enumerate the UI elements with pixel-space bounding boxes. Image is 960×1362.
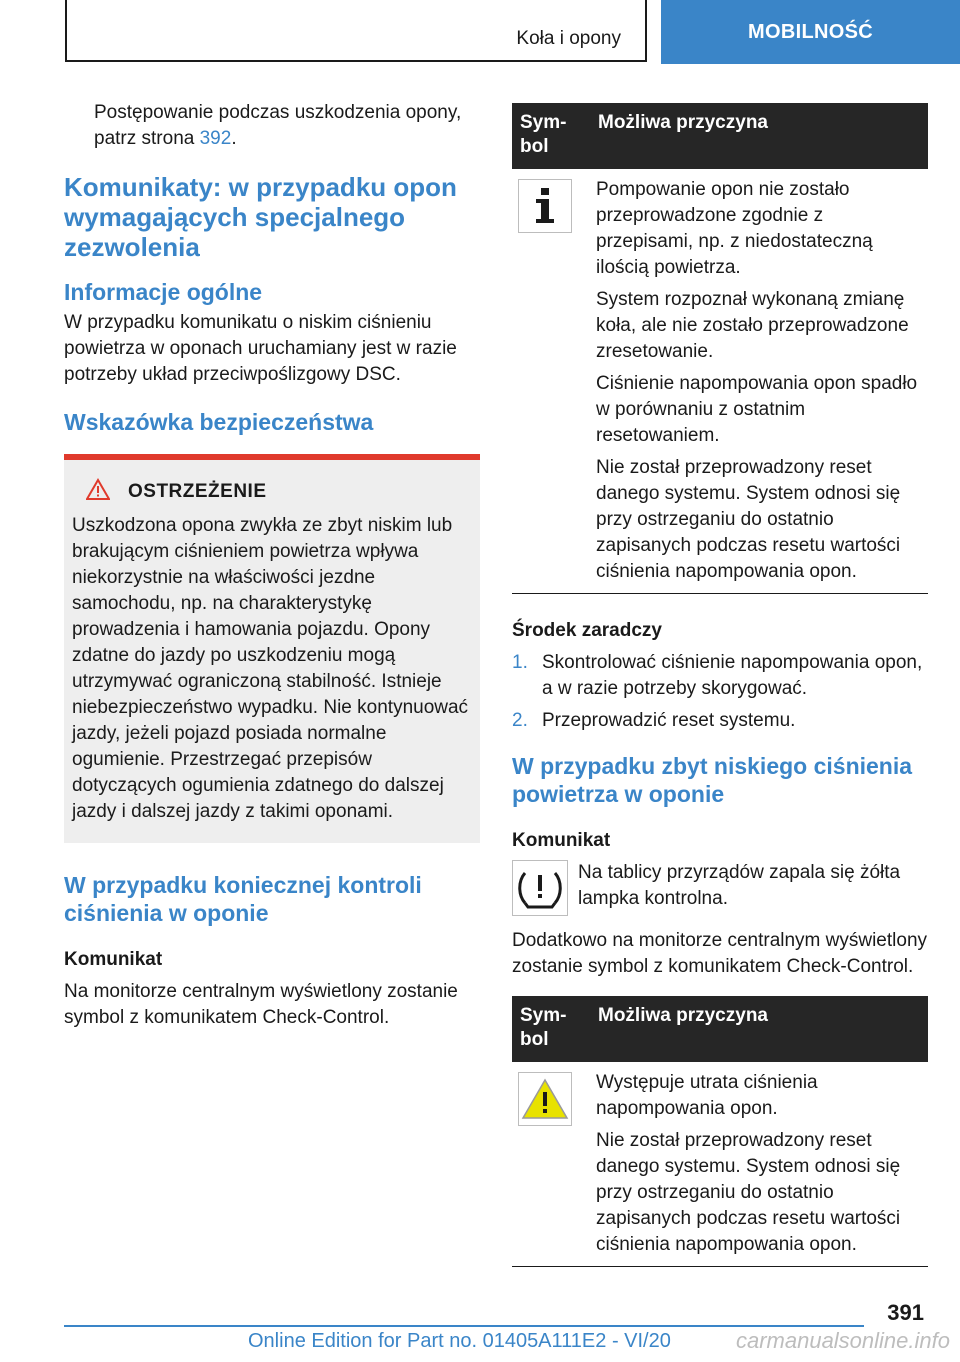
cause-text: Pompowanie opon nie zostało przeprowadzone zgodnie z przepisami, np. z niedostateczną ilością powietrza. <box>596 179 873 278</box>
right-column <box>512 103 928 1267</box>
left-column <box>64 100 480 1031</box>
general-heading: Informacje ogólne <box>64 279 263 305</box>
table-row <box>512 1062 928 1267</box>
section-title: Koła i opony <box>516 28 621 49</box>
general-text: W przypadku komunikatu o niskim ciśnieniu powietrza w oponach uruchamiany jest w razie potrzeby układ przeciwpoślizgowy DSC. <box>64 312 457 385</box>
lamp-message-row <box>512 860 928 916</box>
symbol-table-1 <box>512 103 928 594</box>
info-icon <box>518 179 572 233</box>
chapter-tab[interactable]: MOBILNOŚĆ <box>661 0 960 64</box>
message-heading: Komunikat <box>64 949 163 970</box>
footer-edition: Online Edition for Part no. 01405A111E2 - VI/20 <box>248 1330 671 1352</box>
low-pressure-heading: W przypadku zbyt niskiego ciśnienia powietrza w oponie <box>512 753 913 807</box>
symbol-cell <box>512 169 590 594</box>
warning-text: Uszkodzona opona zwykła ze zbyt niskim lub brakującym ciśnieniem powietrza wpływa niekorzystnie na właściwości jezdne samochodu, np. na charakterystykę prowadzenia i hamowania pojazdu. Opony zdatne do jazdy po uszkodzeniu mogą utrzymywać ograniczoną stabilność. Istnieje niebezpieczeństwo wypadku. Nie kontynuować jazdy, jeżeli pojazd posiada normalne ogumienie. Przestrzegać przepisów dotyczących ogumienia zdatnego do dalszej jazdy i dalszej jazdy z takimi oponami. <box>72 515 469 822</box>
message-heading: Komunikat <box>512 830 611 851</box>
header-frame <box>65 0 647 62</box>
step-text: Skontrolować ciśnienie napompowania opon, a w razie potrzeby skorygować. <box>542 652 923 699</box>
main-heading: Komunikaty: w przypadku opon wymagających specjalnego zezwolenia <box>64 172 457 262</box>
watermark: carmanualsonline.info <box>735 1328 950 1353</box>
intro-paragraph <box>64 100 480 152</box>
cause-cell <box>590 169 928 594</box>
safety-heading: Wskazówka bezpieczeństwa <box>64 409 374 435</box>
col-header-symbol: Sym- bol <box>512 996 590 1062</box>
check-heading: W przypadku koniecznej kontroli ciśnienia w oponie <box>64 872 422 926</box>
cause-text: Występuje utrata ciśnienia napompowania opon. <box>596 1072 818 1119</box>
col-header-symbol: Sym- bol <box>512 103 590 169</box>
col-header-cause: Możliwa przyczyna <box>590 996 928 1062</box>
list-item <box>512 708 928 734</box>
intro-end: . <box>231 128 237 149</box>
symbol-table-2 <box>512 996 928 1267</box>
tire-pressure-warning-icon <box>512 860 568 916</box>
col-header-cause: Możliwa przyczyna <box>590 103 928 169</box>
page-number: 391 <box>887 1300 924 1325</box>
step-number: 1. <box>512 652 528 673</box>
cause-text: Nie został przeprowadzony reset danego systemu. System odnosi się przy ostrzeganiu do ostatnio zapisanych podczas resetu wartości ciśnienia napompowania opon. <box>596 457 901 582</box>
cause-text: System rozpoznał wykonaną zmianę koła, ale nie zostało przeprowadzone zresetowanie. <box>596 289 909 362</box>
intro-text: Postępowanie podczas uszkodzenia opony, patrz strona <box>94 102 462 149</box>
remedy-heading: Środek zaradczy <box>512 620 662 641</box>
lamp-text: Na tablicy przyrządów zapala się żółta lampka kontrolna. <box>578 862 901 909</box>
list-item <box>512 650 928 702</box>
footer-divider <box>64 1325 864 1327</box>
warning-box <box>64 454 480 843</box>
page-link[interactable]: 392 <box>199 128 232 149</box>
warning-title-row <box>72 478 472 505</box>
warning-triangle-icon <box>86 478 110 505</box>
warning-title: OSTRZEŻENIE <box>128 480 267 502</box>
table-row <box>512 169 928 594</box>
cause-text: Nie został przeprowadzony reset danego systemu. System odnosi się przy ostrzeganiu do ostatnio zapisanych podczas resetu wartości ciśnienia napompowania opon. <box>596 1130 901 1255</box>
message-text: Na monitorze centralnym wyświetlony zostanie symbol z komunikatem Check-Control. <box>64 981 458 1028</box>
symbol-cell <box>512 1062 590 1267</box>
step-text: Przeprowadzić reset systemu. <box>542 710 796 731</box>
step-number: 2. <box>512 710 528 731</box>
cause-text: Ciśnienie napompowania opon spadło w porównaniu z ostatnim resetowaniem. <box>596 373 918 446</box>
remedy-list <box>512 650 928 734</box>
cause-cell <box>590 1062 928 1267</box>
additional-text: Dodatkowo na monitorze centralnym wyświetlony zostanie symbol z komunikatem Check-Control. <box>512 930 928 977</box>
warning-triangle-icon <box>518 1072 572 1126</box>
